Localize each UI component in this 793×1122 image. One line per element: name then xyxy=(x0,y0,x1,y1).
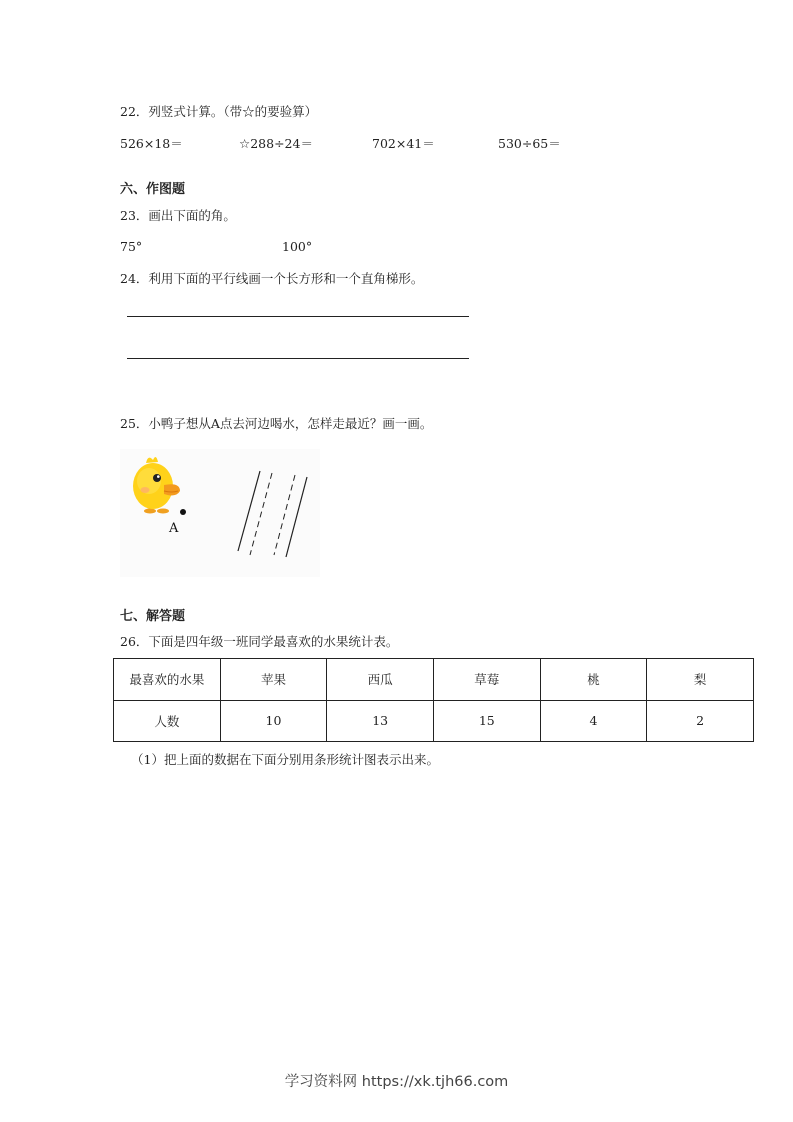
table-cell: 最喜欢的水果 xyxy=(114,659,221,701)
table-cell: 人数 xyxy=(114,700,221,742)
q26-sub1: （1）把上面的数据在下面分别用条形统计图表示出来。 xyxy=(131,752,439,767)
q23-title: 23．画出下面的角。 xyxy=(120,208,236,223)
footer-watermark: 学习资料网 https://xk.tjh66.com xyxy=(284,1074,509,1090)
table-cell: 10 xyxy=(220,700,327,742)
table-cell: 草莓 xyxy=(433,659,540,701)
table-cell: 15 xyxy=(433,700,540,742)
table-cell: 13 xyxy=(327,700,434,742)
section-7-heading: 七、解答题 xyxy=(120,609,186,624)
point-a-dot xyxy=(180,509,186,515)
q23-angle-100: 100° xyxy=(282,239,313,254)
point-a-label: A xyxy=(169,521,179,536)
table-cell: 西瓜 xyxy=(327,659,434,701)
table-cell: 桃 xyxy=(540,659,647,701)
duck-river-figure xyxy=(120,449,320,577)
q25-title: 25．小鸭子想从A点去河边喝水，怎样走最近？画一画。 xyxy=(120,416,433,431)
parallel-line-bottom xyxy=(127,358,469,359)
q22-title: 22．列竖式计算。（带☆的要验算） xyxy=(120,104,318,119)
q26-title: 26．下面是四年级一班同学最喜欢的水果统计表。 xyxy=(120,634,399,649)
table-cell: 苹果 xyxy=(220,659,327,701)
q22-item-2: ☆288÷24＝ xyxy=(239,136,313,151)
table-row xyxy=(114,700,754,742)
q22-item-4: 530÷65＝ xyxy=(498,136,561,151)
table-cell: 2 xyxy=(647,700,754,742)
q23-angle-75: 75° xyxy=(120,239,143,254)
fruit-table xyxy=(113,658,754,742)
table-cell: 4 xyxy=(540,700,647,742)
table-cell: 梨 xyxy=(647,659,754,701)
table-header-row xyxy=(114,659,754,701)
parallel-line-top xyxy=(127,316,469,317)
q22-item-3: 702×41＝ xyxy=(372,136,435,151)
q22-item-1: 526×18＝ xyxy=(120,136,183,151)
q24-title: 24．利用下面的平行线画一个长方形和一个直角梯形。 xyxy=(120,271,424,286)
section-6-heading: 六、作图题 xyxy=(120,182,186,197)
